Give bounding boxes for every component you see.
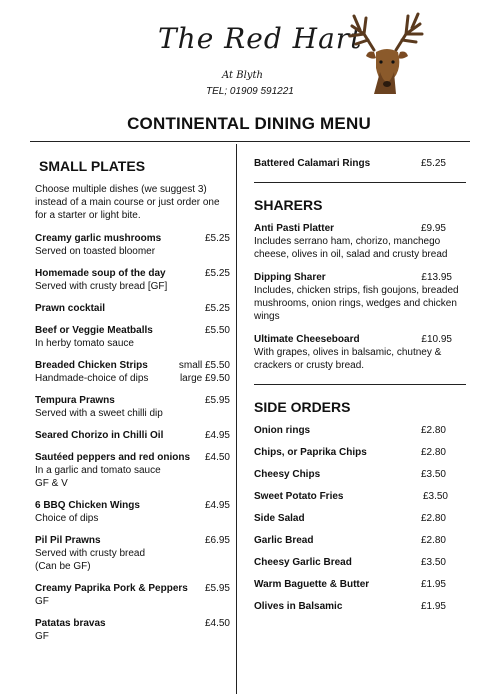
item-name: Warm Baguette & Butter — [254, 579, 370, 590]
item-name: Seared Chorizo in Chilli Oil — [35, 430, 164, 441]
item-price: £9.95 — [420, 223, 446, 234]
menu-item — [35, 582, 230, 608]
item-name: Beef or Veggie Meatballs — [35, 325, 153, 336]
item-price: £3.50 — [422, 491, 448, 502]
side-item — [254, 578, 446, 591]
item-name: Olives in Balsamic — [254, 601, 343, 612]
item-price: £5.25 — [204, 303, 230, 314]
item-name: Patatas bravas — [35, 618, 106, 629]
menu-item — [35, 499, 230, 525]
item-name: Sweet Potato Fries — [254, 491, 344, 502]
item-desc: Served with crusty bread [GF] — [35, 281, 168, 292]
item-price: £2.80 — [420, 425, 446, 436]
small-plates-intro: Choose multiple dishes (we suggest 3) instead of a main course or just order one for a starter or light bite. — [35, 184, 220, 221]
item-price: £6.95 — [204, 535, 230, 546]
brand-name: The Red Hart — [158, 22, 363, 55]
item-desc: Served on toasted bloomer — [35, 246, 156, 257]
item-price: £5.95 — [204, 583, 230, 594]
item-name: Creamy Paprika Pork & Peppers — [35, 583, 188, 594]
section-heading-sharers: SHARERS — [254, 197, 323, 213]
side-item — [254, 556, 446, 569]
item-price: £5.25 — [204, 233, 230, 244]
item-price: £1.95 — [420, 579, 446, 590]
item-price: £2.80 — [420, 535, 446, 546]
item-price: £4.95 — [204, 430, 230, 441]
menu-item — [35, 232, 230, 258]
item-price: £2.80 — [420, 447, 446, 458]
menu-item — [35, 267, 230, 293]
side-orders-list — [254, 424, 469, 613]
side-item — [254, 490, 448, 503]
item-name: Side Salad — [254, 513, 305, 524]
title-divider — [30, 141, 470, 142]
menu-item — [35, 429, 230, 442]
item-name: Cheesy Garlic Bread — [254, 557, 352, 568]
item-name: Homemade soup of the day — [35, 268, 166, 279]
item-name: Battered Calamari Rings — [254, 158, 371, 169]
brand-location: At Blyth — [222, 70, 263, 81]
item-desc: Includes, chicken strips, fish goujons, breaded mushrooms, onion rings, wedges and chicken wings — [254, 285, 459, 322]
item-price: £13.95 — [421, 272, 452, 283]
item-price: £5.25 — [204, 268, 230, 279]
item-price: £2.80 — [420, 513, 446, 524]
item-name: Tempura Prawns — [35, 395, 115, 406]
side-item — [254, 424, 446, 437]
item-name: 6 BBQ Chicken Wings — [35, 500, 140, 511]
item-desc: In a garlic and tomato sauce — [35, 465, 161, 476]
menu-item — [35, 451, 230, 490]
item-price: £5.50 — [204, 325, 230, 336]
item-price: £3.50 — [420, 469, 446, 480]
menu-item — [254, 271, 469, 323]
item-name: Sautéed peppers and red onions — [35, 452, 191, 463]
item-desc: Handmade-choice of dips — [35, 373, 149, 384]
small-plates-column — [35, 152, 230, 652]
item-name: Ultimate Cheeseboard — [254, 334, 360, 345]
item-price: £4.50 — [204, 618, 230, 629]
item-name: Cheesy Chips — [254, 469, 321, 480]
menu-item — [254, 333, 469, 372]
side-item — [254, 468, 446, 481]
item-name: Anti Pasti Platter — [254, 223, 335, 234]
item-desc: With grapes, olives in balsamic, chutney & crackers or crusty bread. — [254, 347, 442, 371]
item-desc: GF — [35, 631, 49, 642]
side-item — [254, 512, 446, 525]
side-item — [254, 534, 446, 547]
menu-item — [35, 534, 230, 573]
menu-item — [35, 617, 230, 643]
item-desc: Includes serrano ham, chorizo, manchego cheese, olives in oil, salad and crusty bread — [254, 236, 448, 260]
item-price: £4.95 — [204, 500, 230, 511]
menu-item — [35, 359, 230, 385]
item-desc: Served with crusty bread — [35, 548, 146, 559]
menu-title: CONTINENTAL DINING MENU — [127, 114, 371, 133]
item-name: Prawn cocktail — [35, 303, 106, 314]
section-heading-side-orders: SIDE ORDERS — [254, 399, 351, 415]
item-name: Breaded Chicken Strips — [35, 360, 148, 371]
stag-head-logo — [344, 12, 430, 94]
item-name: Garlic Bread — [254, 535, 314, 546]
menu-item — [35, 394, 230, 420]
column-divider — [236, 144, 237, 694]
section-divider — [254, 384, 466, 385]
item-price-large: large £9.50 — [179, 373, 230, 384]
item-desc-extra: GF & V — [35, 478, 68, 489]
right-column — [254, 152, 469, 622]
item-price: £4.50 — [204, 452, 230, 463]
item-name: Pil Pil Prawns — [35, 535, 101, 546]
item-desc: Served with a sweet chilli dip — [35, 408, 163, 419]
section-heading-small-plates: SMALL PLATES — [39, 158, 146, 174]
item-desc-extra: (Can be GF) — [35, 561, 91, 572]
item-price: £1.95 — [420, 601, 446, 612]
item-desc: GF — [35, 596, 49, 607]
item-price: £5.95 — [204, 395, 230, 406]
item-price: £3.50 — [420, 557, 446, 568]
menu-item — [35, 302, 230, 315]
section-divider — [254, 182, 466, 183]
side-item — [254, 446, 446, 459]
item-price-small: small £5.50 — [178, 360, 230, 371]
item-desc: In herby tomato sauce — [35, 338, 134, 349]
side-item — [254, 600, 446, 613]
item-name: Creamy garlic mushrooms — [35, 233, 162, 244]
item-name: Onion rings — [254, 425, 311, 436]
telephone: TEL; 01909 591221 — [206, 86, 294, 97]
item-desc: Choice of dips — [35, 513, 99, 524]
menu-item — [254, 222, 469, 261]
item-price: £10.95 — [421, 334, 452, 345]
item-price: £5.25 — [420, 158, 446, 169]
item-name: Dipping Sharer — [254, 272, 326, 283]
menu-item — [35, 324, 230, 350]
menu-item — [254, 157, 469, 170]
item-name: Chips, or Paprika Chips — [254, 447, 367, 458]
